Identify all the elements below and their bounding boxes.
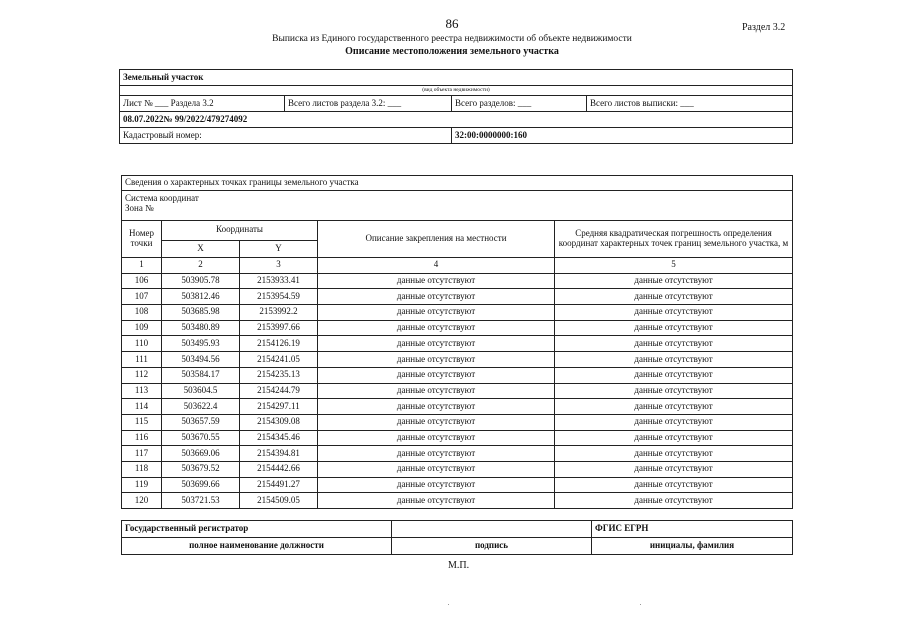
point-number: 112 (122, 367, 162, 383)
point-error: данные отсутствуют (555, 305, 793, 321)
coordinates-title: Сведения о характерных точках границы земельного участка (122, 176, 793, 191)
point-error: данные отсутствуют (555, 399, 793, 415)
point-number: 106 (122, 273, 162, 289)
point-number: 107 (122, 289, 162, 305)
col-error-header: Средняя квадратическая погрешность определения координат характерных точек границ земельного участка, м (555, 221, 793, 258)
table-row (122, 320, 793, 336)
coord-y: 2154297.11 (240, 399, 318, 415)
coordinates-table (121, 175, 793, 509)
scan-speck (448, 604, 449, 605)
coord-x: 503495.93 (162, 336, 240, 352)
point-error: данные отсутствуют (555, 493, 793, 509)
point-error: данные отсутствуют (555, 336, 793, 352)
signature-caption: подпись (392, 538, 592, 555)
point-description: данные отсутствуют (318, 414, 555, 430)
col-coords-header: Координаты (162, 221, 318, 241)
coord-x: 503669.06 (162, 446, 240, 462)
point-description: данные отсутствуют (318, 399, 555, 415)
coord-x: 503480.89 (162, 320, 240, 336)
point-number: 119 (122, 477, 162, 493)
sheets-in-section: Всего листов раздела 3.2: ___ (285, 96, 452, 112)
page-number: 86 (445, 16, 459, 31)
registrar-name: ФГИС ЕГРН (592, 521, 793, 538)
col-index: 4 (318, 258, 555, 274)
coord-y: 2154509.05 (240, 493, 318, 509)
extract-date-number: 08.07.2022№ 99/2022/479274092 (120, 112, 793, 128)
point-error: данные отсутствуют (555, 367, 793, 383)
point-error: данные отсутствуют (555, 273, 793, 289)
scan-speck (640, 604, 641, 605)
sheets-total: Всего листов выписки: ___ (587, 96, 793, 112)
table-row (122, 430, 793, 446)
col-description-header: Описание закрепления на местности (318, 221, 555, 258)
col-index: 5 (555, 258, 793, 274)
coord-y: 2153997.66 (240, 320, 318, 336)
point-number: 108 (122, 305, 162, 321)
point-number: 116 (122, 430, 162, 446)
coord-y: 2154244.79 (240, 383, 318, 399)
table-row (122, 414, 793, 430)
coord-x: 503812.46 (162, 289, 240, 305)
point-description: данные отсутствуют (318, 493, 555, 509)
coord-y: 2153992.2 (240, 305, 318, 321)
signature-field (392, 521, 592, 538)
table-row (122, 383, 793, 399)
point-description: данные отсутствуют (318, 305, 555, 321)
coord-x: 503679.52 (162, 461, 240, 477)
cadastral-number: 32:00:0000000:160 (452, 128, 793, 144)
coord-x: 503494.56 (162, 352, 240, 368)
table-row (122, 305, 793, 321)
point-number: 118 (122, 461, 162, 477)
document-header: Выписка из Единого государственного реестра недвижимости об объекте недвижимости (272, 34, 632, 44)
coord-x: 503622.4 (162, 399, 240, 415)
position-caption: полное наименование должности (122, 538, 392, 555)
point-number: 109 (122, 320, 162, 336)
object-type-caption: (вид объекта недвижимости) (120, 86, 793, 96)
table-row (122, 273, 793, 289)
section-label: Раздел 3.2 (742, 22, 786, 33)
point-error: данные отсутствуют (555, 320, 793, 336)
col-index: 1 (122, 258, 162, 274)
point-error: данные отсутствуют (555, 383, 793, 399)
col-index: 3 (240, 258, 318, 274)
point-description: данные отсутствуют (318, 320, 555, 336)
table-row (122, 477, 793, 493)
signature-table (121, 520, 793, 555)
col-x-header: X (162, 240, 240, 257)
coord-x: 503604.5 (162, 383, 240, 399)
point-description: данные отсутствуют (318, 461, 555, 477)
sheet-number: Лист № ___ Раздела 3.2 (120, 96, 285, 112)
object-type: Земельный участок (120, 70, 793, 86)
coord-y: 2154235.13 (240, 367, 318, 383)
col-number-header: Номер точки (122, 221, 162, 258)
point-description: данные отсутствуют (318, 367, 555, 383)
point-description: данные отсутствуют (318, 289, 555, 305)
coord-y: 2153933.41 (240, 273, 318, 289)
coord-x: 503685.98 (162, 305, 240, 321)
point-error: данные отсутствуют (555, 414, 793, 430)
point-error: данные отсутствуют (555, 477, 793, 493)
point-description: данные отсутствуют (318, 273, 555, 289)
point-description: данные отсутствуют (318, 383, 555, 399)
coord-y: 2154442.66 (240, 461, 318, 477)
zone-label: Зона № (125, 202, 154, 213)
point-number: 113 (122, 383, 162, 399)
object-info-table (119, 69, 793, 144)
point-error: данные отсутствуют (555, 352, 793, 368)
coord-x: 503699.66 (162, 477, 240, 493)
point-number: 120 (122, 493, 162, 509)
stamp-place: М.П. (448, 560, 470, 571)
table-row (122, 461, 793, 477)
point-description: данные отсутствуют (318, 430, 555, 446)
coord-y: 2154241.05 (240, 352, 318, 368)
coordinate-system-label: Система координат (125, 193, 199, 203)
point-description: данные отсутствуют (318, 336, 555, 352)
coord-y: 2154345.46 (240, 430, 318, 446)
point-number: 115 (122, 414, 162, 430)
point-error: данные отсутствуют (555, 446, 793, 462)
coord-x: 503670.55 (162, 430, 240, 446)
coord-x: 503721.53 (162, 493, 240, 509)
coord-x: 503657.59 (162, 414, 240, 430)
cadastral-label: Кадастровый номер: (120, 128, 452, 144)
coord-y: 2154491.27 (240, 477, 318, 493)
table-row (122, 367, 793, 383)
table-row (122, 352, 793, 368)
coord-y: 2154394.81 (240, 446, 318, 462)
point-error: данные отсутствуют (555, 461, 793, 477)
coord-y: 2154309.08 (240, 414, 318, 430)
col-y-header: Y (240, 240, 318, 257)
coord-y: 2154126.19 (240, 336, 318, 352)
col-index: 2 (162, 258, 240, 274)
point-number: 114 (122, 399, 162, 415)
point-number: 117 (122, 446, 162, 462)
point-description: данные отсутствуют (318, 446, 555, 462)
table-row (122, 493, 793, 509)
coord-x: 503905.78 (162, 273, 240, 289)
sections-total: Всего разделов: ___ (452, 96, 587, 112)
point-description: данные отсутствуют (318, 477, 555, 493)
table-row (122, 336, 793, 352)
point-error: данные отсутствуют (555, 289, 793, 305)
coordinate-system (122, 191, 793, 221)
table-row (122, 399, 793, 415)
point-error: данные отсутствуют (555, 430, 793, 446)
table-row (122, 446, 793, 462)
registrar-position: Государственный регистратор (122, 521, 392, 538)
coord-y: 2153954.59 (240, 289, 318, 305)
document-subtitle: Описание местоположения земельного участка (345, 46, 559, 57)
coord-x: 503584.17 (162, 367, 240, 383)
point-number: 111 (122, 352, 162, 368)
point-number: 110 (122, 336, 162, 352)
point-description: данные отсутствуют (318, 352, 555, 368)
table-row (122, 289, 793, 305)
name-caption: инициалы, фамилия (592, 538, 793, 555)
